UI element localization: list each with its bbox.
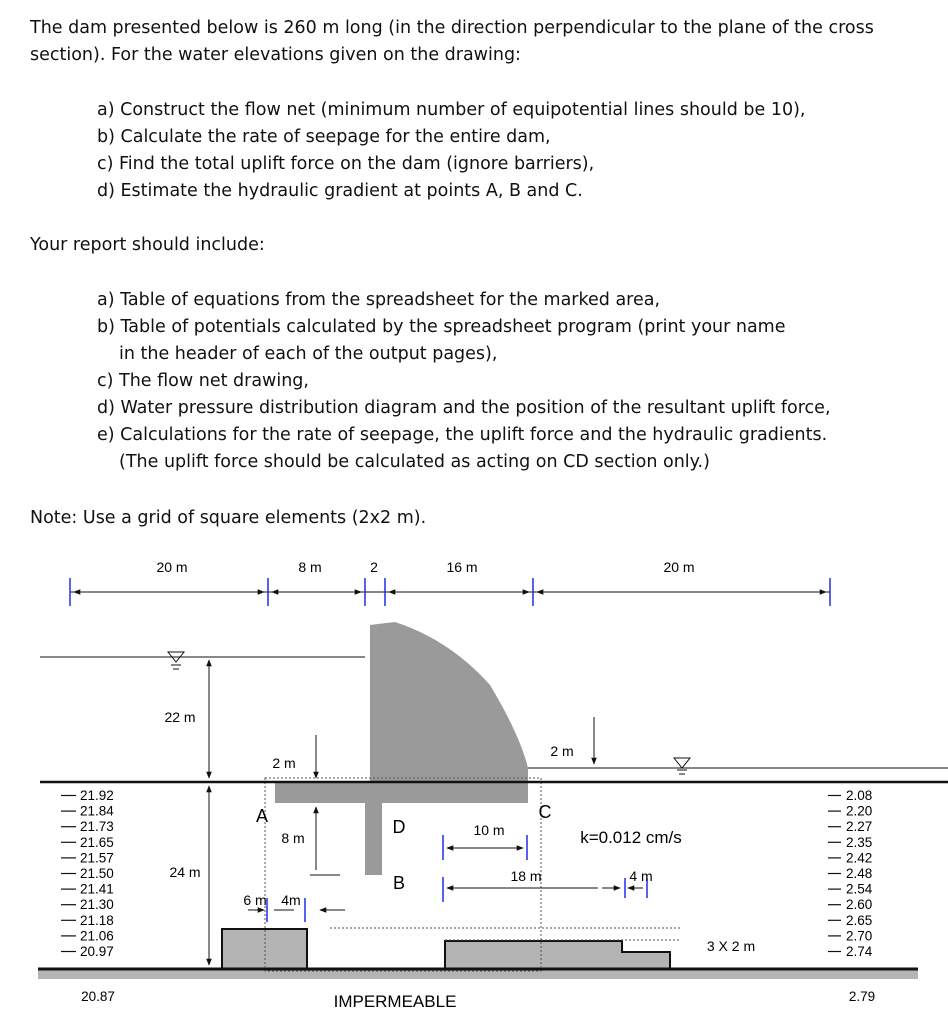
downstream-steps — [445, 941, 670, 969]
note: Note: Use a grid of square elements (2x2 m). — [30, 508, 427, 528]
value-label: 21.41 — [80, 881, 114, 897]
dam-cross-section-diagram — [0, 545, 948, 1024]
impermeable-label: IMPERMEABLE — [333, 992, 457, 1011]
report-item-e-cont: (The uplift force should be calculated as acting on CD section only.) — [119, 452, 710, 472]
point-a: A — [255, 806, 269, 826]
task-a: a) Construct the flow net (minimum number of equipotential lines should be 10), — [97, 100, 806, 120]
value-label: 21.73 — [80, 819, 114, 835]
dim-22m: 22 m — [164, 709, 196, 725]
value-label: 2.48 — [846, 866, 873, 881]
value-label: 2.27 — [846, 819, 873, 835]
value-label: 2.70 — [846, 928, 873, 944]
value-label: 2.54 — [846, 881, 873, 897]
dim-2m-upper: 2 m — [272, 755, 296, 771]
dim-16m: 16 m — [446, 559, 478, 575]
value-label: 2.20 — [846, 803, 873, 819]
intro-line-1: The dam presented below is 260 m long (in the direction perpendicular to the plane of the cross — [30, 18, 874, 38]
value-label: 21.50 — [80, 866, 114, 881]
value-label: 2.60 — [846, 897, 873, 913]
report-item-e: e) Calculations for the rate of seepage, the uplift force and the hydraulic gradients. — [97, 425, 828, 445]
report-item-c: c) The flow net drawing, — [97, 371, 309, 391]
dim-24m: 24 m — [169, 864, 201, 880]
value-label: 21.30 — [80, 897, 114, 913]
value-label: 2.74 — [846, 944, 873, 959]
dim-steps: 3 X 2 m — [706, 938, 756, 954]
point-c: C — [538, 802, 552, 822]
dim-20m-left: 20 m — [156, 559, 188, 575]
point-d: D — [392, 817, 406, 837]
value-label: 21.57 — [80, 850, 114, 866]
value-label: 2.35 — [846, 834, 873, 850]
value-label: 2.42 — [846, 850, 873, 866]
report-heading: Your report should include: — [30, 235, 265, 255]
dim-4m-right: 4 m — [629, 868, 653, 884]
value-label: 2.08 — [846, 788, 873, 803]
water-level-symbol — [674, 758, 690, 774]
dim-18m: 18 m — [510, 868, 542, 884]
intro-line-2: section). For the water elevations given on the drawing: — [30, 45, 521, 65]
dim-8m-sheet: 8 m — [281, 830, 305, 846]
left-potential-column — [61, 788, 114, 959]
permeability-label: k=0.012 cm/s — [580, 828, 682, 847]
value-label: 21.92 — [80, 788, 114, 803]
value-label: 21.06 — [80, 928, 114, 944]
dim-10m: 10 m — [473, 822, 505, 838]
right-bottom-value: 2.79 — [848, 989, 876, 1004]
water-level-symbol — [168, 652, 184, 669]
dim-6m: 6 m — [243, 892, 267, 908]
task-d: d) Estimate the hydraulic gradient at points A, B and C. — [97, 181, 583, 201]
dim-20m-right: 20 m — [663, 559, 695, 575]
value-label: 20.97 — [80, 944, 114, 959]
value-label: 2.65 — [846, 912, 873, 928]
report-item-d: d) Water pressure distribution diagram and the position of the resultant uplift force, — [97, 398, 831, 418]
report-item-a: a) Table of equations from the spreadsheet for the marked area, — [97, 290, 661, 310]
value-label: 21.65 — [80, 834, 114, 850]
report-item-b-cont: in the header of each of the output pages), — [119, 344, 498, 364]
task-c: c) Find the total uplift force on the dam (ignore barriers), — [97, 154, 595, 174]
dim-2m-right: 2 m — [550, 743, 574, 759]
task-b: b) Calculate the rate of seepage for the entire dam, — [97, 127, 551, 147]
left-bottom-value: 20.87 — [81, 989, 115, 1004]
dim-2: 2 — [370, 559, 378, 575]
right-potential-column — [828, 788, 873, 959]
point-b: B — [392, 873, 406, 893]
report-item-b: b) Table of potentials calculated by the spreadsheet program (print your name — [97, 317, 786, 337]
dim-4m-left: 4m — [281, 892, 301, 908]
value-label: 21.18 — [80, 912, 114, 928]
dim-8m: 8 m — [298, 559, 322, 575]
value-label: 21.84 — [80, 803, 114, 819]
